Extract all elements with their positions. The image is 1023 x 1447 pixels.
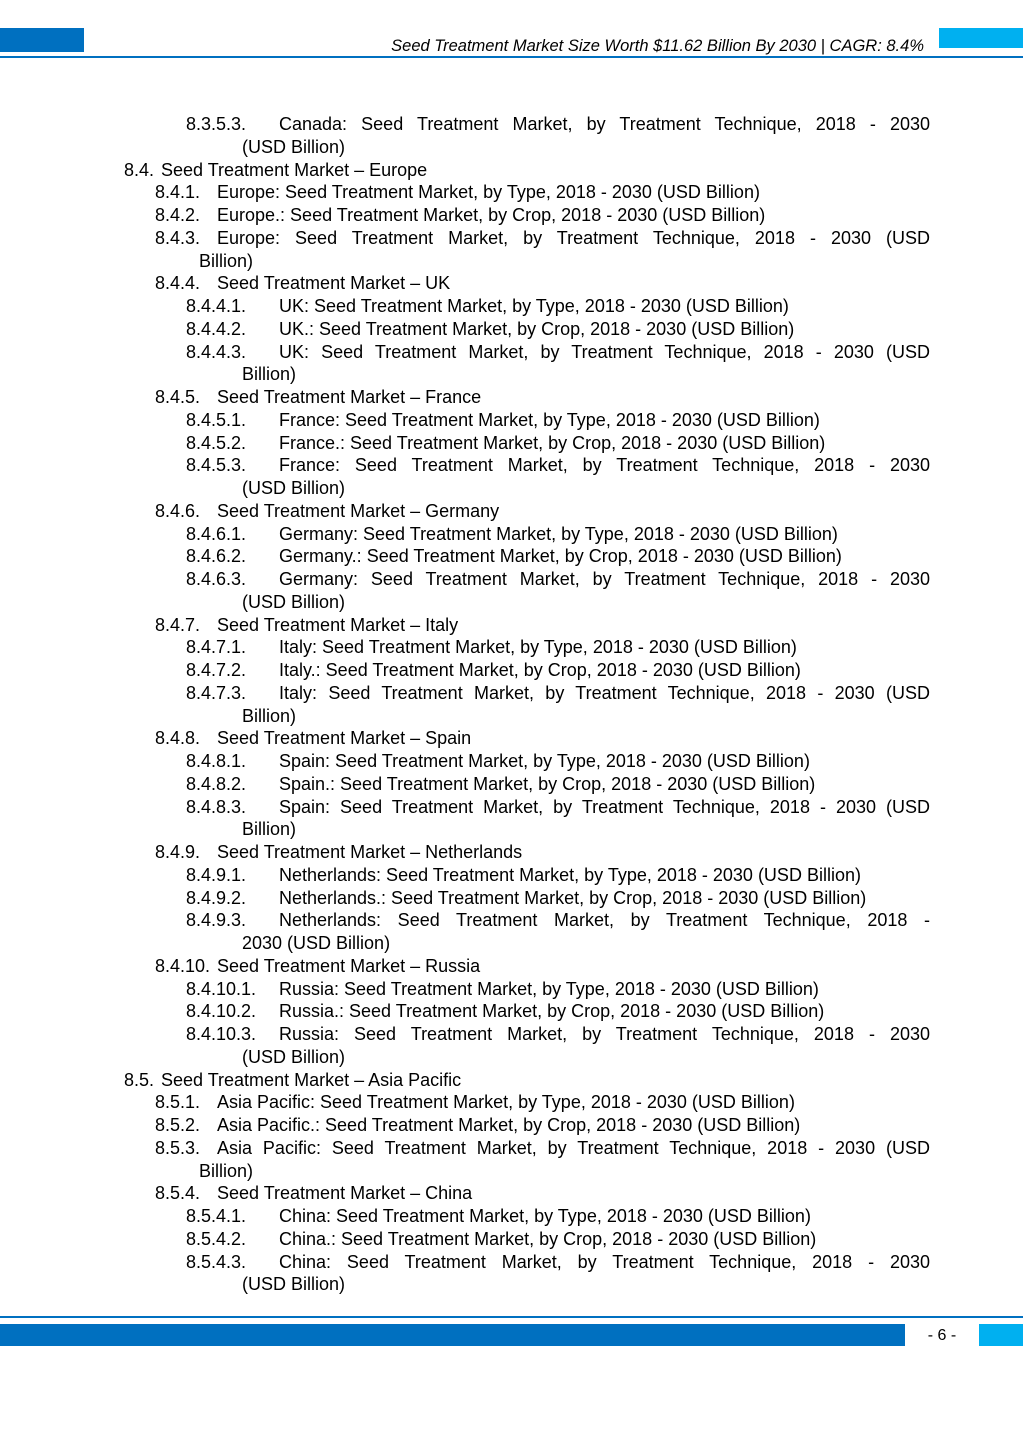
header-right-accent	[939, 28, 1023, 48]
toc-entry	[186, 750, 930, 772]
toc-entry-title: China: Seed Treatment Market, by Treatment Technique, 2018 - 2030	[279, 1251, 930, 1272]
toc-entry-number: 8.4.3.	[155, 227, 201, 248]
toc-entry-continuation: 2030 (USD Billion)	[242, 933, 391, 953]
toc-entry	[186, 568, 930, 590]
toc-entry-title: Seed Treatment Market – Netherlands	[217, 842, 523, 862]
toc-entry	[186, 1228, 930, 1250]
toc-entry-continuation: Billion)	[242, 819, 297, 840]
toc-entry-title: France.: Seed Treatment Market, by Crop, 2018 - 2030 (USD Billion)	[279, 432, 826, 453]
toc-entry	[155, 1091, 930, 1113]
toc-entry-title: Spain.: Seed Treatment Market, by Crop, 2018 - 2030 (USD Billion)	[279, 773, 816, 794]
toc-entry	[155, 727, 930, 749]
toc-entry-number: 8.4.9.	[155, 842, 201, 862]
toc-entry-number: 8.4.5.1.	[186, 409, 247, 430]
toc-entry	[186, 1000, 930, 1022]
toc-entry-number: 8.4.	[124, 159, 155, 180]
toc-entry-title: Seed Treatment Market – Germany	[217, 500, 500, 521]
toc-entry	[186, 682, 930, 704]
toc-entry	[186, 454, 930, 476]
toc-entry	[155, 841, 930, 863]
toc-entry-title: Seed Treatment Market – Russia	[217, 955, 481, 976]
toc-entry-title: Italy: Seed Treatment Market, by Type, 2018 - 2030 (USD Billion)	[279, 637, 797, 658]
toc-entry	[155, 500, 930, 522]
toc-entry-number: 8.4.5.2.	[186, 432, 247, 453]
toc-entry-title: UK: Seed Treatment Market, by Treatment Technique, 2018 - 2030 (USD	[279, 341, 930, 362]
toc-entry-number: 8.5.	[124, 1069, 155, 1090]
toc-entry-continuation: Billion)	[199, 1160, 254, 1181]
toc-entry	[186, 978, 930, 1000]
toc-entry-title: Europe: Seed Treatment Market, by Type, 2018 - 2030 (USD Billion)	[217, 182, 760, 203]
toc-entry	[155, 1137, 930, 1159]
header-left-accent	[0, 28, 84, 52]
toc-entry-title: Seed Treatment Market – Italy	[217, 614, 459, 635]
toc-entry	[155, 386, 930, 408]
toc-entry-continuation: (USD Billion)	[242, 1274, 346, 1295]
toc-entry	[124, 1069, 930, 1091]
toc-entry-number: 8.4.5.	[155, 387, 201, 407]
toc-entry-number: 8.4.6.3.	[186, 569, 247, 589]
toc-entry	[186, 545, 930, 567]
toc-entry-number: 8.4.7.3.	[186, 682, 247, 703]
toc-entry-title: Italy: Seed Treatment Market, by Treatment Technique, 2018 - 2030 (USD	[279, 682, 930, 703]
toc-entry-title: Germany: Seed Treatment Market, by Type, 2018 - 2030 (USD Billion)	[279, 523, 838, 544]
toc-entry-number: 8.4.4.2.	[186, 318, 247, 339]
toc-entry-number: 8.5.4.1.	[186, 1206, 247, 1226]
toc-entry-continuation: (USD Billion)	[242, 1046, 346, 1067]
toc-entry-title: Spain: Seed Treatment Market, by Treatment Technique, 2018 - 2030 (USD	[279, 796, 930, 817]
toc-entry-number: 8.4.4.	[155, 273, 201, 294]
toc-entry	[155, 272, 930, 294]
toc-entry-title: Europe: Seed Treatment Market, by Treatment Technique, 2018 - 2030 (USD	[217, 227, 930, 248]
toc-entry-number: 8.5.4.	[155, 1183, 201, 1204]
toc-entry-number: 8.4.9.3.	[186, 910, 247, 931]
toc-entry	[155, 1114, 930, 1136]
toc-entry-title: Seed Treatment Market – China	[217, 1183, 473, 1204]
toc-entry-number: 8.4.7.	[155, 614, 201, 635]
toc-entry-title: Asia Pacific: Seed Treatment Market, by Type, 2018 - 2030 (USD Billion)	[217, 1092, 795, 1113]
toc-entry	[186, 341, 930, 363]
toc-entry	[186, 1023, 930, 1045]
toc-entry-number: 8.5.2.	[155, 1115, 201, 1135]
toc-entry-title: Germany: Seed Treatment Market, by Treatment Technique, 2018 - 2030	[279, 569, 930, 589]
footer-right-accent	[979, 1324, 1023, 1346]
toc-entry-title: Russia: Seed Treatment Market, by Type, 2018 - 2030 (USD Billion)	[279, 978, 819, 999]
toc-entry-number: 8.4.6.2.	[186, 546, 247, 567]
toc-entry	[186, 1205, 930, 1227]
toc-entry-continuation: (USD Billion)	[242, 591, 346, 612]
toc-entry-number: 8.4.9.2.	[186, 887, 247, 908]
toc-entry-title: UK.: Seed Treatment Market, by Crop, 2018 - 2030 (USD Billion)	[279, 318, 795, 339]
toc-entry-title: Germany.: Seed Treatment Market, by Crop, 2018 - 2030 (USD Billion)	[279, 546, 842, 567]
toc-entry	[186, 909, 930, 931]
toc-entry-number: 8.4.6.1.	[186, 523, 247, 544]
toc-entry	[186, 773, 930, 795]
toc-entry	[186, 659, 930, 681]
toc-entry-number: 8.4.10.2.	[186, 1001, 257, 1022]
toc-entry-number: 8.4.6.	[155, 500, 201, 521]
toc-entry-number: 8.5.4.2.	[186, 1228, 247, 1249]
toc-entry-continuation: (USD Billion)	[242, 136, 346, 157]
toc-entry-number: 8.5.1.	[155, 1092, 201, 1113]
header-rule	[0, 56, 1023, 58]
page-number: - 6 -	[927, 1327, 957, 1344]
toc-entry-title: China: Seed Treatment Market, by Type, 2018 - 2030 (USD Billion)	[279, 1206, 811, 1226]
toc-entry-title: Asia Pacific.: Seed Treatment Market, by Crop, 2018 - 2030 (USD Billion)	[217, 1115, 801, 1135]
toc-entry-title: Spain: Seed Treatment Market, by Type, 2018 - 2030 (USD Billion)	[279, 751, 810, 771]
toc-entry-number: 8.4.10.1.	[186, 978, 257, 999]
toc-entry	[186, 318, 930, 340]
toc-entry	[186, 864, 930, 886]
toc-entry	[186, 295, 930, 317]
toc-entry-title: Netherlands: Seed Treatment Market, by Type, 2018 - 2030 (USD Billion)	[279, 864, 861, 885]
toc-entry	[155, 181, 930, 203]
toc-entry-number: 8.4.7.2.	[186, 660, 247, 680]
toc-entry	[155, 204, 930, 226]
toc-entry	[155, 955, 930, 977]
toc-entry	[186, 887, 930, 909]
toc-entry-title: Russia.: Seed Treatment Market, by Crop, 2018 - 2030 (USD Billion)	[279, 1001, 825, 1022]
toc-entry-number: 8.4.10.	[155, 955, 211, 976]
toc-entry-title: Seed Treatment Market – Europe	[161, 159, 428, 180]
toc-entry-number: 8.4.8.3.	[186, 796, 247, 817]
toc-entry	[155, 1182, 930, 1204]
toc-entry	[186, 636, 930, 658]
toc-entry-title: France: Seed Treatment Market, by Type, 2018 - 2030 (USD Billion)	[279, 409, 820, 430]
toc-entry	[186, 113, 930, 135]
toc-entry-number: 8.4.10.3.	[186, 1024, 257, 1044]
toc-entry-title: Europe.: Seed Treatment Market, by Crop, 2018 - 2030 (USD Billion)	[217, 205, 766, 225]
toc-entry	[186, 796, 930, 818]
toc-entry-title: Seed Treatment Market – Asia Pacific	[161, 1069, 462, 1090]
toc-entry	[155, 227, 930, 249]
toc-entry-continuation: Billion)	[242, 364, 297, 385]
header-title: Seed Treatment Market Size Worth $11.62 Billion By 2030 | CAGR: 8.4%	[391, 37, 924, 55]
toc-entry-title: Asia Pacific: Seed Treatment Market, by Treatment Technique, 2018 - 2030 (USD	[217, 1137, 930, 1158]
footer-band	[0, 1324, 905, 1346]
toc-entry-continuation: Billion)	[242, 705, 297, 726]
toc-entry-number: 8.4.5.3.	[186, 455, 247, 476]
toc-entry-title: Italy.: Seed Treatment Market, by Crop, 2018 - 2030 (USD Billion)	[279, 660, 801, 680]
toc-entry-number: 8.3.5.3.	[186, 114, 247, 134]
toc-entry-number: 8.4.1.	[155, 182, 201, 203]
toc-entry	[155, 614, 930, 636]
toc-entry	[186, 432, 930, 454]
toc-entry-title: China.: Seed Treatment Market, by Crop, 2018 - 2030 (USD Billion)	[279, 1228, 817, 1249]
toc-entry-number: 8.4.4.1.	[186, 296, 247, 316]
footer-rule	[0, 1316, 1023, 1318]
toc-entry-number: 8.4.7.1.	[186, 637, 247, 658]
toc-entry-number: 8.4.8.2.	[186, 773, 247, 794]
toc-entry-title: Seed Treatment Market – UK	[217, 273, 451, 294]
toc-entry	[124, 159, 930, 181]
toc-entry-title: France: Seed Treatment Market, by Treatment Technique, 2018 - 2030	[279, 455, 930, 476]
toc-entry-title: UK: Seed Treatment Market, by Type, 2018 - 2030 (USD Billion)	[279, 296, 789, 316]
toc-entry-title: Seed Treatment Market – Spain	[217, 728, 472, 749]
toc-entry-number: 8.4.4.3.	[186, 341, 247, 362]
toc-entry-title: Russia: Seed Treatment Market, by Treatment Technique, 2018 - 2030	[279, 1024, 930, 1044]
toc-entry-title: Canada: Seed Treatment Market, by Treatment Technique, 2018 - 2030	[279, 114, 930, 134]
toc-entry-number: 8.5.4.3.	[186, 1251, 247, 1272]
toc-entry-number: 8.4.2.	[155, 205, 201, 225]
toc-entry	[186, 409, 930, 431]
toc-entry-continuation: (USD Billion)	[242, 478, 346, 498]
toc-entry	[186, 1251, 930, 1273]
toc-entry-number: 8.4.8.1.	[186, 751, 247, 771]
toc-entry-number: 8.5.3.	[155, 1137, 201, 1158]
toc-entry-number: 8.4.8.	[155, 728, 201, 749]
toc-entry-title: Netherlands: Seed Treatment Market, by Treatment Technique, 2018 -	[279, 910, 930, 931]
toc-entry-number: 8.4.9.1.	[186, 864, 247, 885]
toc-entry-title: Netherlands.: Seed Treatment Market, by Crop, 2018 - 2030 (USD Billion)	[279, 887, 867, 908]
toc-entry-title: Seed Treatment Market – France	[217, 387, 482, 407]
toc-entry	[186, 523, 930, 545]
toc-entry-continuation: Billion)	[199, 250, 254, 271]
